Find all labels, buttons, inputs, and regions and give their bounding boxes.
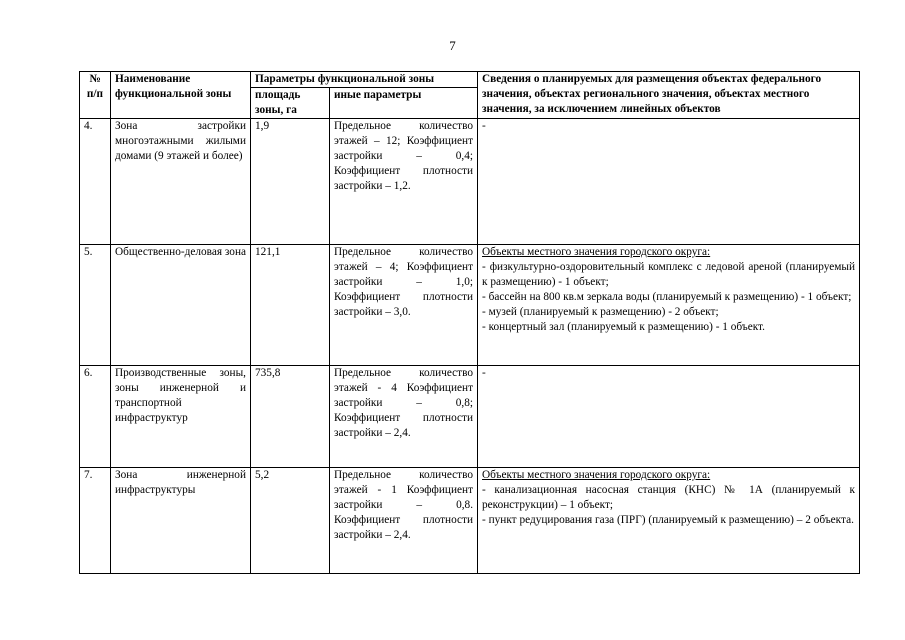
zone-params: Предельное количество этажей - 4 Коэффициент застройки – 0,8; Коэффициент плотности застройки – 2,4. [330,366,478,468]
row-number: 7. [80,468,111,574]
header-info: Сведения о планируемых для размещения объектах федерального значения, объектах регионального значения, объектах местного значения, за исключением линейных объектов [478,72,860,119]
row-number: 4. [80,119,111,245]
zone-name: Производственные зоны, зоны инженерной и транспортной инфраструктур [111,366,251,468]
info-title: Объекты местного значения городского округа: [482,469,711,481]
header-num: № п/п [80,72,111,119]
header-params: Параметры функциональной зоны [251,72,478,88]
table-row [80,468,860,574]
zone-info [478,366,860,468]
table-body [80,119,860,574]
info-title: Объекты местного значения городского округа: [482,246,711,258]
info-item: - [482,120,486,132]
zone-params: Предельное количество этажей - 1 Коэффициент застройки – 0,8. Коэффициент плотности застройки – 2,4. [330,468,478,574]
zones-table [79,71,860,574]
zone-info [478,119,860,245]
info-item: - концертный зал (планируемый к размещению) - 1 объект. [482,321,765,333]
zone-area: 5,2 [251,468,330,574]
table-row [80,245,860,366]
info-item: - [482,367,486,379]
zone-area: 1,9 [251,119,330,245]
header-other: иные параметры [330,88,478,119]
table-row [80,366,860,468]
row-number: 6. [80,366,111,468]
zone-area: 735,8 [251,366,330,468]
zone-name: Зона застройки многоэтажными жилыми домами (9 этажей и более) [111,119,251,245]
row-number: 5. [80,245,111,366]
zone-name: Зона инженерной инфраструктуры [111,468,251,574]
zone-params: Предельное количество этажей – 4; Коэффициент застройки – 1,0; Коэффициент плотности застройки – 3,0. [330,245,478,366]
info-item: - музей (планируемый к размещению) - 2 объект; [482,306,719,318]
zone-info [478,468,860,574]
zone-name: Общественно-деловая зона [111,245,251,366]
zone-area: 121,1 [251,245,330,366]
header-area: площадь зоны, га [251,88,330,119]
info-item: - канализационная насосная станция (КНС) № 1А (планируемый к реконструкции) – 1 объект; [482,484,856,511]
info-item: - физкультурно-оздоровительный комплекс с ледовой ареной (планируемый к размещению) - 1 объект; [482,261,856,288]
page-number: 7 [449,38,456,53]
table-header [80,72,860,119]
header-name: Наименование функциональной зоны [111,72,251,119]
zone-info [478,245,860,366]
table-row [80,119,860,245]
info-item: - пункт редуцирования газа (ПРГ) (планируемый к размещению) – 2 объекта. [482,514,854,526]
info-item: - бассейн на 800 кв.м зеркала воды (планируемый к размещению) - 1 объект; [482,291,852,303]
zone-params: Предельное количество этажей – 12; Коэффициент застройки – 0,4; Коэффициент плотности застройки – 1,2. [330,119,478,245]
